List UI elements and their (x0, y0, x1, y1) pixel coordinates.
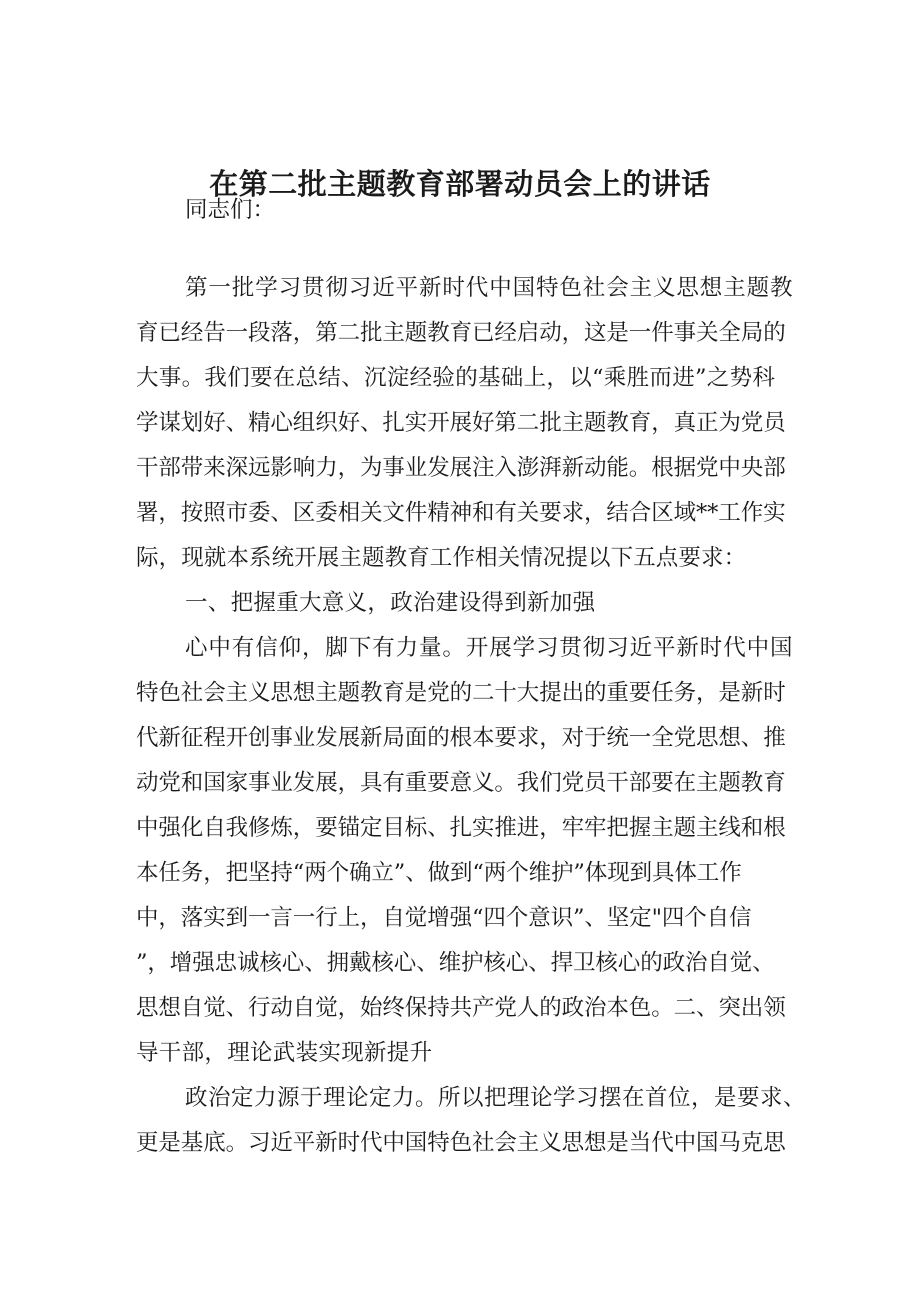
section-heading: 导干部，理论武装实现新提升 (136, 1040, 433, 1066)
text-line: ”，增强忠诚核心、拥戴核心、维护核心、捍卫核心的政治自觉、 (136, 950, 775, 976)
text-line: 中，落实到一言一行上，自觉增强“四个意识”、坚定"四个自信 (136, 905, 752, 931)
text-line: 第一批学习贯彻习近平新时代中国特色社会主义思想主题教 (185, 275, 794, 301)
text-line: 动党和国家事业发展，具有重要意义。我们党员干部要在主题教育 (136, 770, 786, 796)
text-line: 学谋划好、精心组织好、扎实开展好第二批主题教育，真正为党员 (136, 410, 786, 436)
document-title: 在第二批主题教育部署动员会上的讲话 (209, 167, 711, 201)
text-line: 思想自觉、行动自觉，始终保持共产党人的政治本色。二、突出领 (136, 995, 786, 1021)
text-line: 本任务，把坚持“两个确立”、做到“两个维护”体现到具体工作 (136, 860, 742, 886)
salutation: 同志们： (185, 197, 276, 223)
text-line: 干部带来深远影响力，为事业发展注入澎湃新动能。根据党中央部 (136, 455, 786, 481)
text-line: 中强化自我修炼，要锚定目标、扎实推进，牢牢把握主题主线和根 (136, 815, 786, 841)
text-line: 更是基底。习近平新时代中国特色社会主义思想是当代中国马克思 (136, 1130, 786, 1156)
text-line: 政治定力源于理论定力。所以把理论学习摆在首位，是要求、 (185, 1085, 807, 1111)
text-line: 际，现就本系统开展主题教育工作相关情况提以下五点要求： (136, 545, 747, 571)
text-line: 署，按照市委、区委相关文件精神和有关要求，结合区域**工作实 (136, 500, 786, 526)
text-line: 代新征程开创事业发展新局面的根本要求，对于统一全党思想、推 (136, 725, 786, 751)
text-line: 特色社会主义思想主题教育是党的二十大提出的重要任务，是新时 (136, 680, 786, 706)
section-heading: 一、把握重大意义，政治建设得到新加强 (185, 590, 596, 616)
text-line: 心中有信仰，脚下有力量。开展学习贯彻习近平新时代中国 (185, 635, 794, 661)
text-line: 育已经告一段落，第二批主题教育已经启动，这是一件事关全局的 (136, 320, 786, 346)
text-line: 大事。我们要在总结、沉淀经验的基础上，以“乘胜而进”之势科 (136, 365, 776, 391)
